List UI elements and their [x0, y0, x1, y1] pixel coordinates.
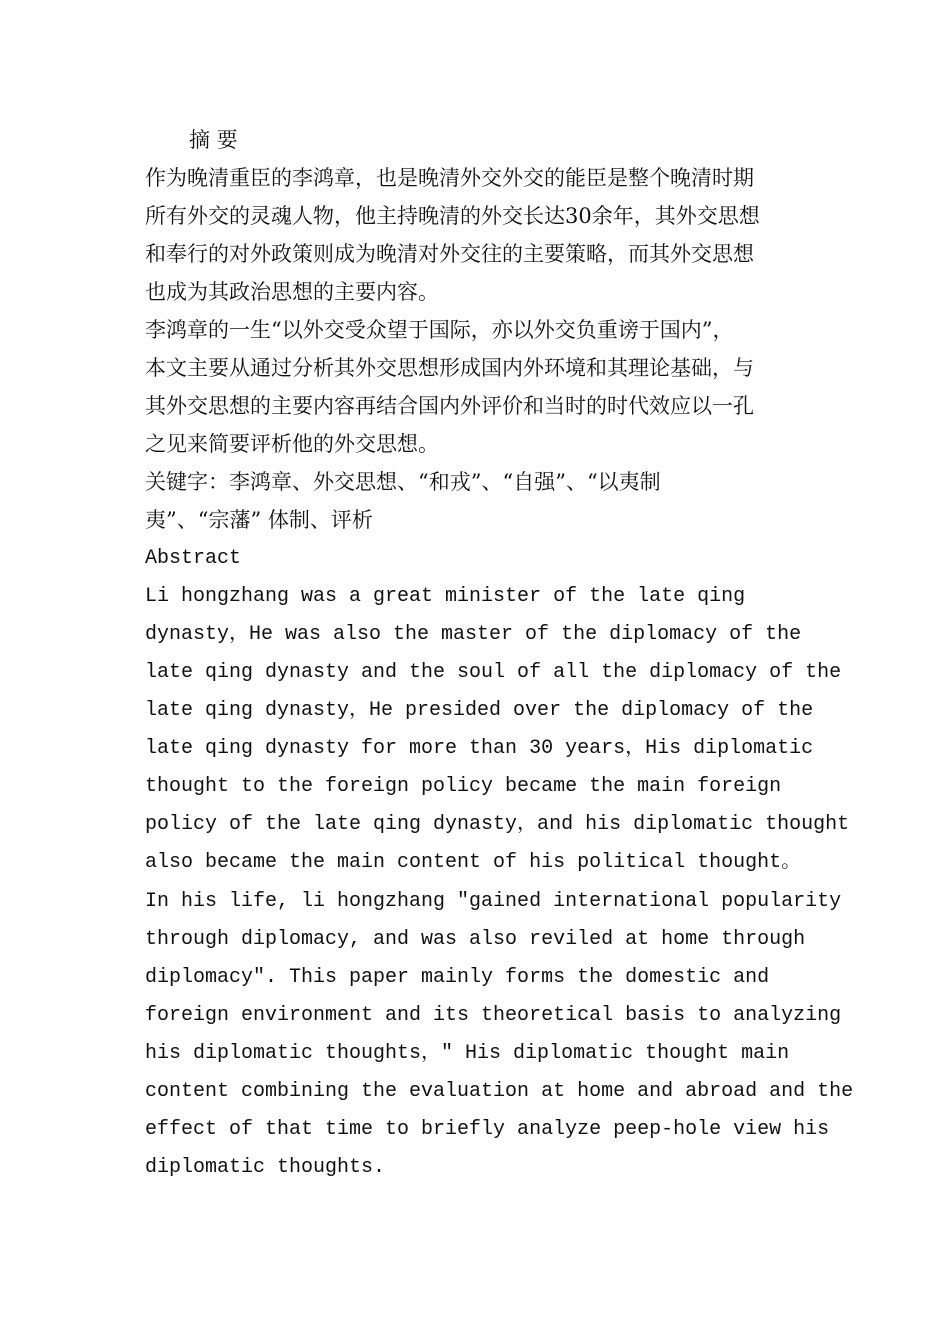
abstract-en-line: also became the main content of his political thought。	[145, 851, 802, 874]
abstract-en-line: through diplomacy, and was also reviled at home through	[145, 928, 806, 951]
abstract-en-title: Abstract	[145, 547, 242, 570]
abstract-cn-line: 李鸿章的一生“以外交受众望于国际，亦以外交负重谤于国内”，	[145, 318, 734, 342]
abstract-en-line: In his life, li hongzhang "gained international popularity	[145, 890, 842, 913]
abstract-cn-line: 作为晚清重臣的李鸿章，也是晚清外交外交的能臣是整个晚清时期	[145, 166, 754, 190]
abstract-cn-title: 摘 要	[189, 128, 238, 152]
abstract-en-line: policy of the late qing dynasty，and his diplomatic thought	[145, 813, 850, 836]
abstract-en-line: dynasty，He was also the master of the diplomacy of the	[145, 623, 802, 646]
keywords-line: 关键字：李鸿章、外交思想、“和戎”、“自强”、“以夷制	[145, 470, 661, 494]
abstract-cn-line: 也成为其政治思想的主要内容。	[145, 280, 439, 304]
abstract-en-line: diplomatic thoughts.	[145, 1156, 386, 1179]
abstract-cn-line: 之见来简要评析他的外交思想。	[145, 432, 439, 456]
abstract-cn-line: 所有外交的灵魂人物，他主持晚清的外交长达30余年，其外交思想	[145, 204, 760, 228]
abstract-en-line: late qing dynasty，He presided over the diplomacy of the	[145, 699, 814, 722]
abstract-en-line: content combining the evaluation at home and abroad and the	[145, 1080, 854, 1103]
keywords-line: 夷”、“宗藩” 体制、评析	[145, 508, 373, 532]
abstract-en-line: foreign environment and its theoretical basis to analyzing	[145, 1004, 842, 1027]
abstract-en-line: his diplomatic thoughts，" His diplomatic thought main	[145, 1042, 790, 1065]
abstract-cn-line: 本文主要从通过分析其外交思想形成国内外环境和其理论基础，与	[145, 356, 754, 380]
abstract-en-line: late qing dynasty and the soul of all the diplomacy of the	[145, 661, 842, 684]
abstract-cn-line: 其外交思想的主要内容再结合国内外评价和当时的时代效应以一孔	[145, 394, 754, 418]
abstract-en-line: thought to the foreign policy became the main foreign	[145, 775, 782, 798]
abstract-en-line: Li hongzhang was a great minister of the late qing	[145, 585, 746, 608]
abstract-en-line: late qing dynasty for more than 30 years，His diplomatic	[145, 737, 814, 760]
abstract-en-line: effect of that time to briefly analyze peep-hole view his	[145, 1118, 830, 1141]
abstract-cn-line: 和奉行的对外政策则成为晚清对外交往的主要策略，而其外交思想	[145, 242, 754, 266]
abstract-en-line: diplomacy". This paper mainly forms the domestic and	[145, 966, 770, 989]
